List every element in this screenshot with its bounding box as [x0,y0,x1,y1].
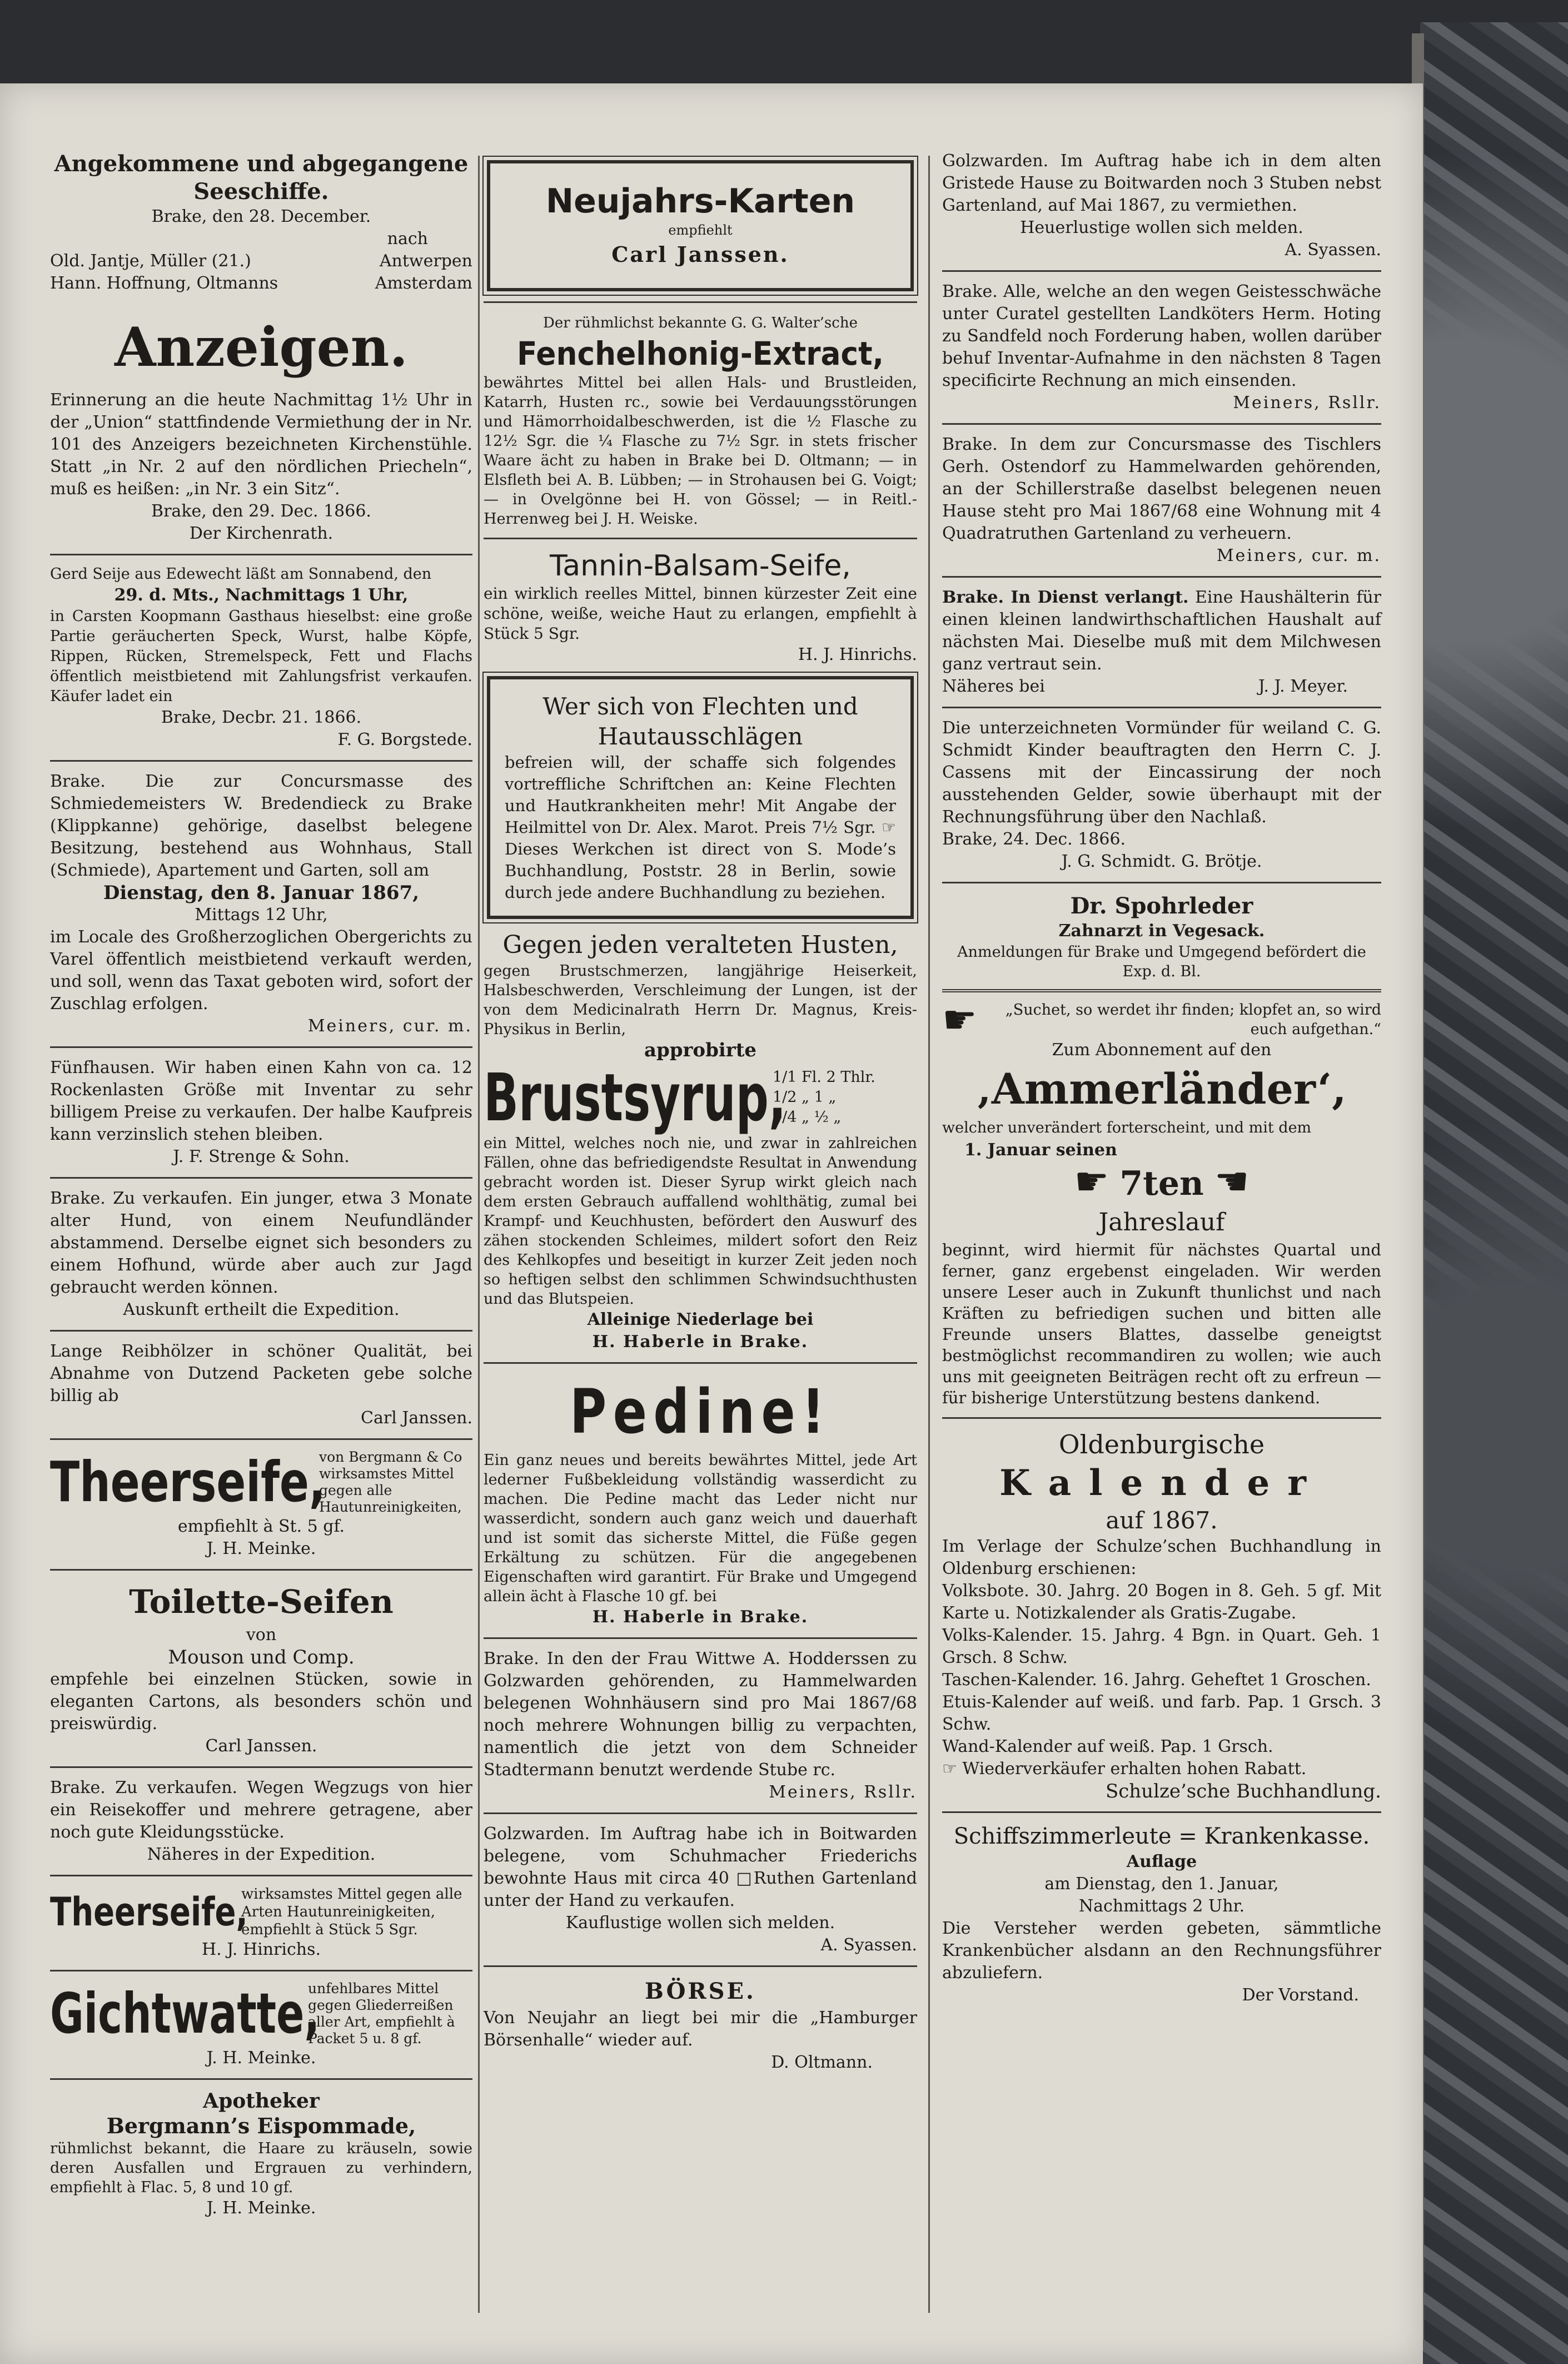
boerse-title: BÖRSE. [645,1978,756,2004]
ammer-num: 7ten [1119,1164,1204,1203]
ships-nach: nach [387,229,428,249]
pedine-text: Ein ganz neues und bereits bewährtes Mittel, jede Art lederner Fußbekleidung vollständig wasserdicht zu machen. Die Pedine macht das Leder nicht nur wasserdicht, sondern auch ganz weich und dauerhaft und ist somit das sicherste Mittel, die Füße gegen Erkältung zu schützen. Für die angegebenen Eigenschaften wird garantirt. Für Brake und Umgegend allein ächt à Flasche 10 gf. bei [484,1452,917,1605]
ad-dienst-lead: Brake. In Dienst verlangt. [942,588,1189,607]
column-2 [484,150,917,2074]
divider [484,1637,917,1639]
tannin-sig: H. J. Hinrichs. [798,645,917,664]
flechten-text: befreien will, der schaffe sich folgendes vortreffliche Schriftchen an: Keine Flechten und Hautkrankheiten mehr! Mit Angabe der Heilmittel von Dr. Alex. Marot. Preis 7½ Sgr. ☞ Dieses Werkchen ist direct von S. Mode’s Buchhandlung, Poststr. 28 in Berlin, sowie durch jede andere Buchhandlung zu beziehen. [505,753,896,902]
ammer-date: 1. Januar seinen [964,1140,1117,1160]
husten-appr: approbirte [644,1039,757,1061]
ship-dest: Antwerpen [379,251,472,271]
tannin-text: ein wirklich reelles Mittel, binnen kürzester Zeit eine schöne, weiße, weiche Haut zu erlangen, empfiehlt à Stück 5 Sgr. [484,584,917,643]
price-line: 1/1 Fl. 2 Thlr. [773,1069,875,1086]
divider [50,1177,472,1179]
kasse-time: Nachmittags 2 Uhr. [1078,1896,1245,1916]
gichtwatte-title: Gichtwatte, [50,1981,320,2046]
apotheker-name: Bergmann’s Eispommade, [106,2113,416,2138]
divider [942,576,1381,578]
column-rule [478,156,480,2313]
ammer-jahreslauf: Jahreslauf [1098,1208,1225,1236]
ad-bredendieck-text: Brake. Die zur Concursmasse des Schmiedemeisters W. Bredendieck zu Brake (Klippkanne) gehörige, daselbst belegene Besitzung, bestehend aus Wohnhaus, Stall (Schmiede), Apartement und Garten, soll am [50,772,472,880]
ad-theerseife-2 [50,1885,472,1939]
ad-friederichs-text: Golzwarden. Im Auftrag habe ich in Boitwarden belegene, vom Schuhmacher Friederichs bewohnte Haus mit circa 40 □Ruthen Gartenland unter der Hand zu verkaufen. [484,1824,917,1910]
ad-gristede-text: Golzwarden. Im Auftrag habe ich in dem alten Gristede Hause zu Boitwarden noch 3 Stuben nebst Gartenland, auf Mai 1867, zu vermiethen. [942,151,1381,215]
divider [50,1046,472,1048]
ad-neujahrskarten [487,160,914,291]
divider [484,1812,917,1814]
ad-seije-text: Gerd Seije aus Edewecht läßt am Sonnabend, den [50,565,432,583]
column-rule [928,156,930,2313]
neujahr-title: Neujahrs-Karten [545,182,855,221]
ship-dest: Amsterdam [375,274,472,293]
theerseife-sig: J. H. Meinke. [206,1539,316,1558]
toilette-sig: Carl Janssen. [205,1736,317,1756]
kalender-item: Volks-Kalender. 15. Jahrg. 4 Bgn. in Quart. Geh. 1 Grsch. 8 Schw. [942,1626,1381,1667]
divider [942,1811,1381,1813]
brustsyrup-text: ein Mittel, welches noch nie, und zwar in zahlreichen Fällen, ohne das befriedigendste Resultat in Anwendung gebracht worden ist. Dieser Syrup wirkt gleich nach dem ersten Gebrauch auffallend wohlthätig, zumal bei Krampf- und Keuchhusten, befördert den Auswurf des zähen stockenden Schleimes, mildert sofort den Reiz des Kehlkopfes und beseitigt in kurzer Zeit jeden noch so heftigen selbst den schlimmen Schwindsuchthusten und das Blutspeien. [484,1135,917,1308]
divider [942,1417,1381,1419]
ship-row [50,272,472,295]
ad-hund-text: Brake. Zu verkaufen. Ein junger, etwa 3 Monate alter Hund, von einem Neufundländer abstammend. Derselbe eignet sich besonders zu einem Hofhund, würde aber auch zur Jagd gebraucht werden können. [50,1189,472,1297]
kalender-item: Etuis-Kalender auf weiß. und farb. Pap. 1 Grsch. 3 Schw. [942,1692,1381,1734]
brustsyrup-dep: Alleinige Niederlage bei [587,1310,814,1329]
ad-seije-sig: F. G. Borgstede. [337,730,472,749]
theerseife2-sig: H. J. Hinrichs. [201,1940,321,1959]
fenchel-text: bewährtes Mittel bei allen Hals- und Brustleiden, Katarrh, Husten rc., sowie bei Verdauungsstörungen und Hämorrhoidalbeschwerden, ist die ½ Flasche zu 12½ Sgr. die ¼ Flasche zu 7½ Sgr. in stets frischer Waare ächt zu haben in Brake bei D. Oltmann; — in Elsfleth bei A. B. Lübben; — in Strohausen bei G. Voigt; — in Ovelgönne bei H. von Gössel; — in Reitl.-Herrenweg bei J. H. Weiske. [484,374,917,528]
marbled-book-cover [1420,22,1568,2364]
ad-hodderssen-sig: Meiners, Rsllr. [769,1782,917,1802]
ad-seije-place: Brake, Decbr. 21. 1866. [161,708,362,727]
ad-koffer-sig: Näheres in der Expedition. [147,1845,376,1864]
pedine-title: Pedine! [570,1376,831,1447]
ad-hodderssen-text: Brake. In den der Frau Wittwe A. Hodderssen zu Golzwarden gehörenden, zu Hammelwarden belegenen Wohnhäusern sind pro Mai 1867/68 noch mehrere Wohnungen billig zu verpachten, namentlich die jetzt von dem Schneider Stadtermann benutzt werdende Stube rc. [484,1649,917,1780]
divider [50,760,472,762]
toilette-text: empfehle bei einzelnen Stücken, sowie in eleganten Cartons, als besonders schön und preiswürdig. [50,1670,472,1734]
apotheker-title: Apotheker [203,2089,320,2113]
ad-bredendieck-body: im Locale des Großherzoglichen Obergerichts zu Varel öffentlich meistbietend verkauft werden, und soll, wenn das Taxat geboten wird, sofort der Zuschlag erfolgen. [50,927,472,1014]
brustsyrup-title: Brustsyrup, [484,1059,787,1136]
dr-sub: Zahnarzt in Vegesack. [1058,921,1265,941]
divider [484,538,917,539]
ad-ostendorf-text: Brake. In dem zur Concursmasse des Tischlers Gerh. Ostendorf zu Hammelwarden gehörenden, an der Schillerstraße daselbst belegenen neuen Hause steht pro Mai 1867/68 eine Wohnung mit 4 Quadratruthen Gartenland zu verheuern. [942,435,1381,543]
ad-gristede-line: Heuerlustige wollen sich melden. [1020,218,1303,237]
kasse-title: Schiffszimmerleute = Krankenkasse. [953,1824,1370,1849]
ships-place: Brake, den 28. December. [151,207,371,226]
tannin-title: Tannin-Balsam-Seife, [550,549,851,583]
toilette-maker: Mouson und Comp. [168,1646,355,1668]
ammer-text: welcher unverändert forterscheint, und mit dem [942,1119,1312,1136]
apotheker-text: rühmlichst bekannt, die Haare zu kräuseln, sowie deren Ausfallen und Ergrauen zu verhindern, empfiehlt à Flac. 5, 8 und 10 gf. [50,2140,472,2196]
kasse-date: am Dienstag, den 1. Januar, [1044,1874,1279,1894]
husten-title: Gegen jeden veralteten Husten, [502,931,898,959]
ad-gichtwatte [50,1980,472,2047]
theerseife-side: von Bergmann & Co wirksamstes Mittel gegen alle Hautunreinigkeiten, [319,1449,462,1515]
ammer-quote: „Suchet, so werdet ihr finden; klopfet an, so wird euch aufgethan.“ [1005,1001,1381,1038]
divider [50,1766,472,1768]
divider [484,301,917,303]
ad-friederichs-sig: A. Syassen. [820,1935,917,1955]
price-line: 1/2 „ 1 „ [773,1089,837,1106]
ad-dienst-footer [942,676,1381,698]
divider [942,707,1381,708]
brustsyrup-prices [773,1067,875,1128]
ad-seije-date: 29. d. Mts., Nachmittags 1 Uhr, [114,585,409,605]
theerseife2-title: Theerseife, [50,1889,248,1935]
divider [50,1569,472,1571]
divider [942,882,1381,883]
ad-schmidt-sig: J. G. Schmidt. G. Brötje. [1061,852,1262,871]
gichtwatte-sig: J. H. Meinke. [206,2048,316,2068]
ad-bredendieck-sig: Meiners, cur. m. [307,1016,472,1036]
divider [942,270,1381,272]
ad-seije-body: in Carsten Koopmann Gasthaus hieselbst: eine große Partie geräucherten Speck, Wurst, halbe Köpfe, Rippen, Rücken, Stremelspeck, Fett und Flachs öffentlich meistbietend mit Zahlungsfrist verkaufen. Käufer ladet ein [50,608,472,705]
ad-kirchenrath-place: Brake, den 29. Dec. 1866. [151,501,371,521]
fenchel-intro: Der rühmlichst bekannte G. G. Walter’sche [543,315,858,331]
boerse-text: Von Neujahr an liegt bei mir die „Hamburger Börsenhalle“ wieder auf. [484,2008,917,2050]
kasse-sub: Auflage [1126,1852,1197,1871]
neujahr-sub: empfiehlt [668,222,733,238]
husten-text: gegen Brustschmerzen, langjährige Heiserkeit, Halsbeschwerden, Verschleimung der Lungen, ist der von dem Medicinalrath Herrn Dr. Magnus, Kreis-Physikus in Berlin, [484,962,917,1038]
fenchel-title: Fenchelhonig-Extract, [517,335,884,373]
kalender-old-title: Oldenburgische [1058,1429,1265,1459]
kalender-intro: Im Verlage der Schulze’schen Buchhandlung in Oldenburg erschienen: [942,1537,1381,1578]
apotheker-sig: J. H. Meinke. [206,2198,316,2218]
divider [50,1875,472,1876]
divider [50,2078,472,2080]
ad-gristede-sig: A. Syassen. [1285,240,1381,260]
ad-theerseife-1 [50,1449,472,1516]
anzeigen-heading: Anzeigen. [115,316,408,379]
dr-title: Dr. Spohrleder [1070,893,1253,919]
kalender-item: Taschen-Kalender. 16. Jahrg. Geheftet 1 Groschen. [942,1670,1371,1690]
column-3 [942,150,1381,2007]
ad-kirchenrath-text: Erinnerung an die heute Nachmittag 1½ Uhr in der „Union“ stattfindende Vermiethung der in Nr. 101 des Anzeigers bezeichneten Kirchenstühle. Statt „in Nr. 2 auf den nördlichen Priecheln“, muß es heißen: „in Nr. 3 ein Sitz“. [50,390,472,499]
divider [942,989,1381,992]
theerseife-price: empfiehlt à St. 5 gf. [177,1517,345,1536]
abo-line: Zum Abonnement auf den [1052,1040,1272,1060]
ad-ostendorf-sig: Meiners, cur. m. [1216,546,1381,565]
ad-dienst [942,587,1381,676]
theerseife-title: Theerseife, [50,1449,326,1514]
ad-reibhoelzer-sig: Carl Janssen. [361,1408,472,1428]
gichtwatte-side: unfehlbares Mittel gegen Gliederreißen aller Art, empfiehlt à Packet 5 u. 8 gf. [308,1980,455,2047]
kasse-sig: Der Vorstand. [1242,1985,1359,2005]
kalender-item: Volksbote. 30. Jahrg. 20 Bogen in 8. Geh. 5 gf. Mit Karte u. Notizkalender als Gratis-Zugabe. [942,1581,1381,1623]
divider [484,1362,917,1364]
ad-hund-sig: Auskunft ertheilt die Expedition. [123,1300,400,1319]
ships-title: Angekommene und abgegangene Seeschiffe. [54,151,469,205]
ad-kahn-sig: J. F. Strenge & Sohn. [173,1147,350,1166]
boerse-sig: D. Oltmann. [771,2053,873,2072]
ad-dienst-sig: J. J. Meyer. [1258,677,1348,696]
dr-text: Anmeldungen für Brake und Umgegend befördert die Exp. d. Bl. [957,943,1366,980]
kalender-title: Kalender [999,1462,1324,1504]
toilette-von: von [246,1625,277,1645]
ammer-quote-row [942,997,1381,1042]
ammerlaender-title: ‚Ammerländer‘, [977,1064,1347,1114]
ship-name: Hann. Hoffnung, Oltmanns [50,274,278,293]
pointing-hand-left-icon: ☚ [1214,1159,1250,1204]
ad-dienst-text: Eine Haushälterin für einen kleinen landwirthschaftlichen Haushalt auf nächsten Mai. Dieselbe muß mit dem Milchwesen ganz vertraut sein. [942,588,1381,674]
divider [942,423,1381,425]
ad-bredendieck-date: Dienstag, den 8. Januar 1867, [103,882,420,904]
pointing-hand-icon: ☛ [1074,1159,1109,1204]
ad-hoting-text: Brake. Alle, welche an den wegen Geistesschwäche unter Curatel gestellten Landköters Herm. Hoting zu Sandfeld noch Forderung haben, wollen darüber behuf Inventar-Aufnahme in den nächsten 8 Tagen specificirte Rechnung an mich einsenden. [942,282,1381,390]
ad-bredendieck-time: Mittags 12 Uhr, [195,905,328,925]
pedine-sig: H. Haberle in Brake. [592,1607,809,1627]
ad-schmidt-text: Die unterzeichneten Vormünder für weiland C. G. Schmidt Kinder beauftragten den Herrn C. J. Cassens mit der Eincassirung der noch ausstehenden Gelder, sowie überhaupt mit der Rechnungsführung über den Nachlaß. [942,718,1381,827]
ship-name: Old. Jantje, Müller (21.) [50,251,251,271]
ad-hoting-sig: Meiners, Rsllr. [1233,393,1381,413]
ad-koffer-text: Brake. Zu verkaufen. Wegen Wegzugs von hier ein Reisekoffer und mehrere getragene, aber noch gute Kleidungsstücke. [50,1778,472,1842]
ad-schmidt-place: Brake, 24. Dec. 1866. [942,830,1126,849]
pointing-hand-icon: ☛ [942,997,977,1042]
newspaper-page [0,83,1423,2364]
ammer-num-row [942,1161,1381,1206]
ad-friederichs-line: Kauflustige wollen sich melden. [565,1913,835,1933]
kalender-item: Wand-Kalender auf weiß. Pap. 1 Grsch. [942,1737,1273,1756]
divider [484,1965,917,1967]
divider [50,1438,472,1440]
brustsyrup-block [484,1061,917,1134]
ammer-body: beginnt, wird hiermit für nächstes Quartal und ferner, ganz ergebenst eingeladen. Wir werden unsere Leser auch in Zukunft thunlichst und nach Kräften zu befriedigen suchen und bitten alle Freunde unsers Blattes, dasselbe geneigtst bestmöglichst recommandiren zu wollen; wie auch uns mit geeigneten Beiträgen recht oft zu erfreun — für bisherige Unterstützung bestens dankend. [942,1240,1381,1407]
kalender-resell: ☞ Wiederverkäufer erhalten hohen Rabatt. [942,1759,1307,1779]
brustsyrup-sig: H. Haberle in Brake. [592,1332,809,1352]
ship-row [50,250,472,272]
neujahr-sig: Carl Janssen. [611,242,789,267]
toilette-title: Toilette-Seifen [129,1583,394,1621]
ad-reibhoelzer-text: Lange Reibhölzer in schöner Qualität, bei Abnahme von Dutzend Packeten gebe solche billig ab [50,1342,472,1406]
divider [50,1330,472,1332]
ad-kirchenrath-sig: Der Kirchenrath. [189,524,333,543]
theerseife2-side: wirksamstes Mittel gegen alle Arten Hautunreinigkeiten, empfiehlt à Stück 5 Sgr. [241,1886,462,1938]
divider [50,554,472,555]
divider [50,1970,472,1971]
ad-flechten [487,676,914,919]
ad-dienst-line: Näheres bei [942,677,1045,696]
ad-kahn-text: Fünfhausen. Wir haben einen Kahn von ca. 12 Rockenlasten Größe mit Inventar zu sehr billigem Preise zu verkaufen. Der halbe Kaufpreis kann verzinslich stehen bleiben. [50,1058,472,1144]
kalender-year: auf 1867. [1106,1507,1218,1534]
kasse-text: Die Versteher werden gebeten, sämmtliche Krankenbücher alsdann an den Rechnungsführer abzuliefern. [942,1919,1381,1983]
kalender-sig: Schulze’sche Buchhandlung. [1105,1780,1381,1802]
column-1 [50,150,472,2219]
flechten-title: Wer sich von Flechten und Hautausschlägen [542,693,858,750]
price-line: 1/4 „ ½ „ [773,1109,842,1126]
